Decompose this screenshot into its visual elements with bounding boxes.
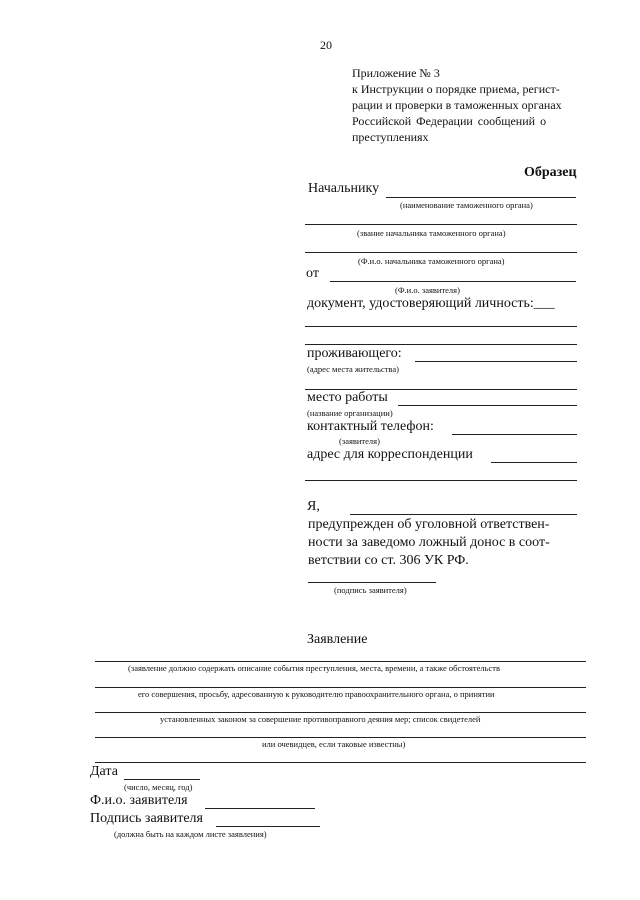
work-hint: (название организации): [307, 408, 393, 418]
work-label: место работы: [307, 390, 388, 405]
from-line[interactable]: [330, 281, 576, 282]
chief-line[interactable]: [386, 197, 576, 198]
sign-line[interactable]: [216, 826, 320, 827]
mail-line-2[interactable]: [305, 480, 577, 481]
work-line[interactable]: [398, 405, 577, 406]
statement-title: Заявление: [307, 632, 368, 647]
statement-line[interactable]: [95, 737, 586, 738]
from-label: от: [306, 266, 319, 281]
residing-line[interactable]: [415, 361, 577, 362]
rank-line[interactable]: [305, 224, 577, 225]
statement-hint: (заявление должно содержать описание события преступления, места, времени, а также обстоятельств: [128, 663, 500, 673]
appendix-title: Приложение № 3: [352, 66, 440, 80]
mail-label: адрес для корреспонденции: [307, 447, 473, 462]
statement-line[interactable]: [95, 762, 586, 763]
chief-name-line[interactable]: [305, 252, 577, 253]
signature-hint: (подпись заявителя): [334, 585, 407, 595]
mail-line[interactable]: [491, 462, 577, 463]
page-number: 20: [320, 38, 332, 52]
date-label: Дата: [90, 764, 118, 779]
phone-label: контактный телефон:: [307, 419, 434, 434]
date-line[interactable]: [124, 779, 200, 780]
id-doc-label: документ, удостоверяющий личность:___: [307, 296, 555, 311]
sign-hint: (должна быть на каждом листе заявления): [114, 829, 267, 839]
warning-signature-line[interactable]: [308, 582, 436, 583]
statement-hint: или очевидцев, если таковые известны): [262, 739, 406, 749]
name-line[interactable]: [205, 808, 315, 809]
name-label: Ф.и.о. заявителя: [90, 793, 188, 808]
residing-label: проживающего:: [307, 346, 402, 361]
i-label: Я,: [307, 499, 320, 514]
chief-hint: (наименование таможенного органа): [400, 200, 533, 210]
applicant-hint: (Ф.и.о. заявителя): [395, 285, 460, 295]
statement-line[interactable]: [95, 712, 586, 713]
id-doc-line-2[interactable]: [305, 344, 577, 345]
warning-line: ветствии со ст. 306 УК РФ.: [308, 553, 469, 568]
id-doc-line-1[interactable]: [305, 326, 577, 327]
statement-line[interactable]: [95, 661, 586, 662]
appendix-line: Российской Федерации сообщений о: [352, 114, 547, 128]
date-hint: (число, месяц, год): [124, 782, 193, 792]
appendix-line: рации и проверки в таможенных органах: [352, 98, 562, 112]
statement-hint: установленных законом за совершение противоправного деяния мер; список свидетелей: [160, 714, 481, 724]
appendix-line: преступлениях: [352, 130, 429, 144]
warning-line: ности за заведомо ложный донос в соот-: [308, 535, 550, 550]
residing-hint: (адрес места жительства): [307, 364, 399, 374]
warning-line: предупрежден об уголовной ответствен-: [308, 517, 550, 532]
i-name-line[interactable]: [350, 514, 577, 515]
phone-hint: (заявителя): [339, 436, 380, 446]
rank-hint: (звание начальника таможенного органа): [357, 228, 506, 238]
chief-name-hint: (Ф.и.о. начальника таможенного органа): [358, 256, 505, 266]
phone-line[interactable]: [452, 434, 577, 435]
sign-label: Подпись заявителя: [90, 811, 203, 826]
chief-label: Начальнику: [308, 181, 380, 196]
appendix-line: к Инструкции о порядке приема, регист-: [352, 82, 560, 96]
statement-line[interactable]: [95, 687, 586, 688]
sample-label: Образец: [524, 165, 577, 180]
statement-hint: его совершения, просьбу, адресованную к руководителю правоохранительного органа, о принятии: [138, 689, 495, 699]
